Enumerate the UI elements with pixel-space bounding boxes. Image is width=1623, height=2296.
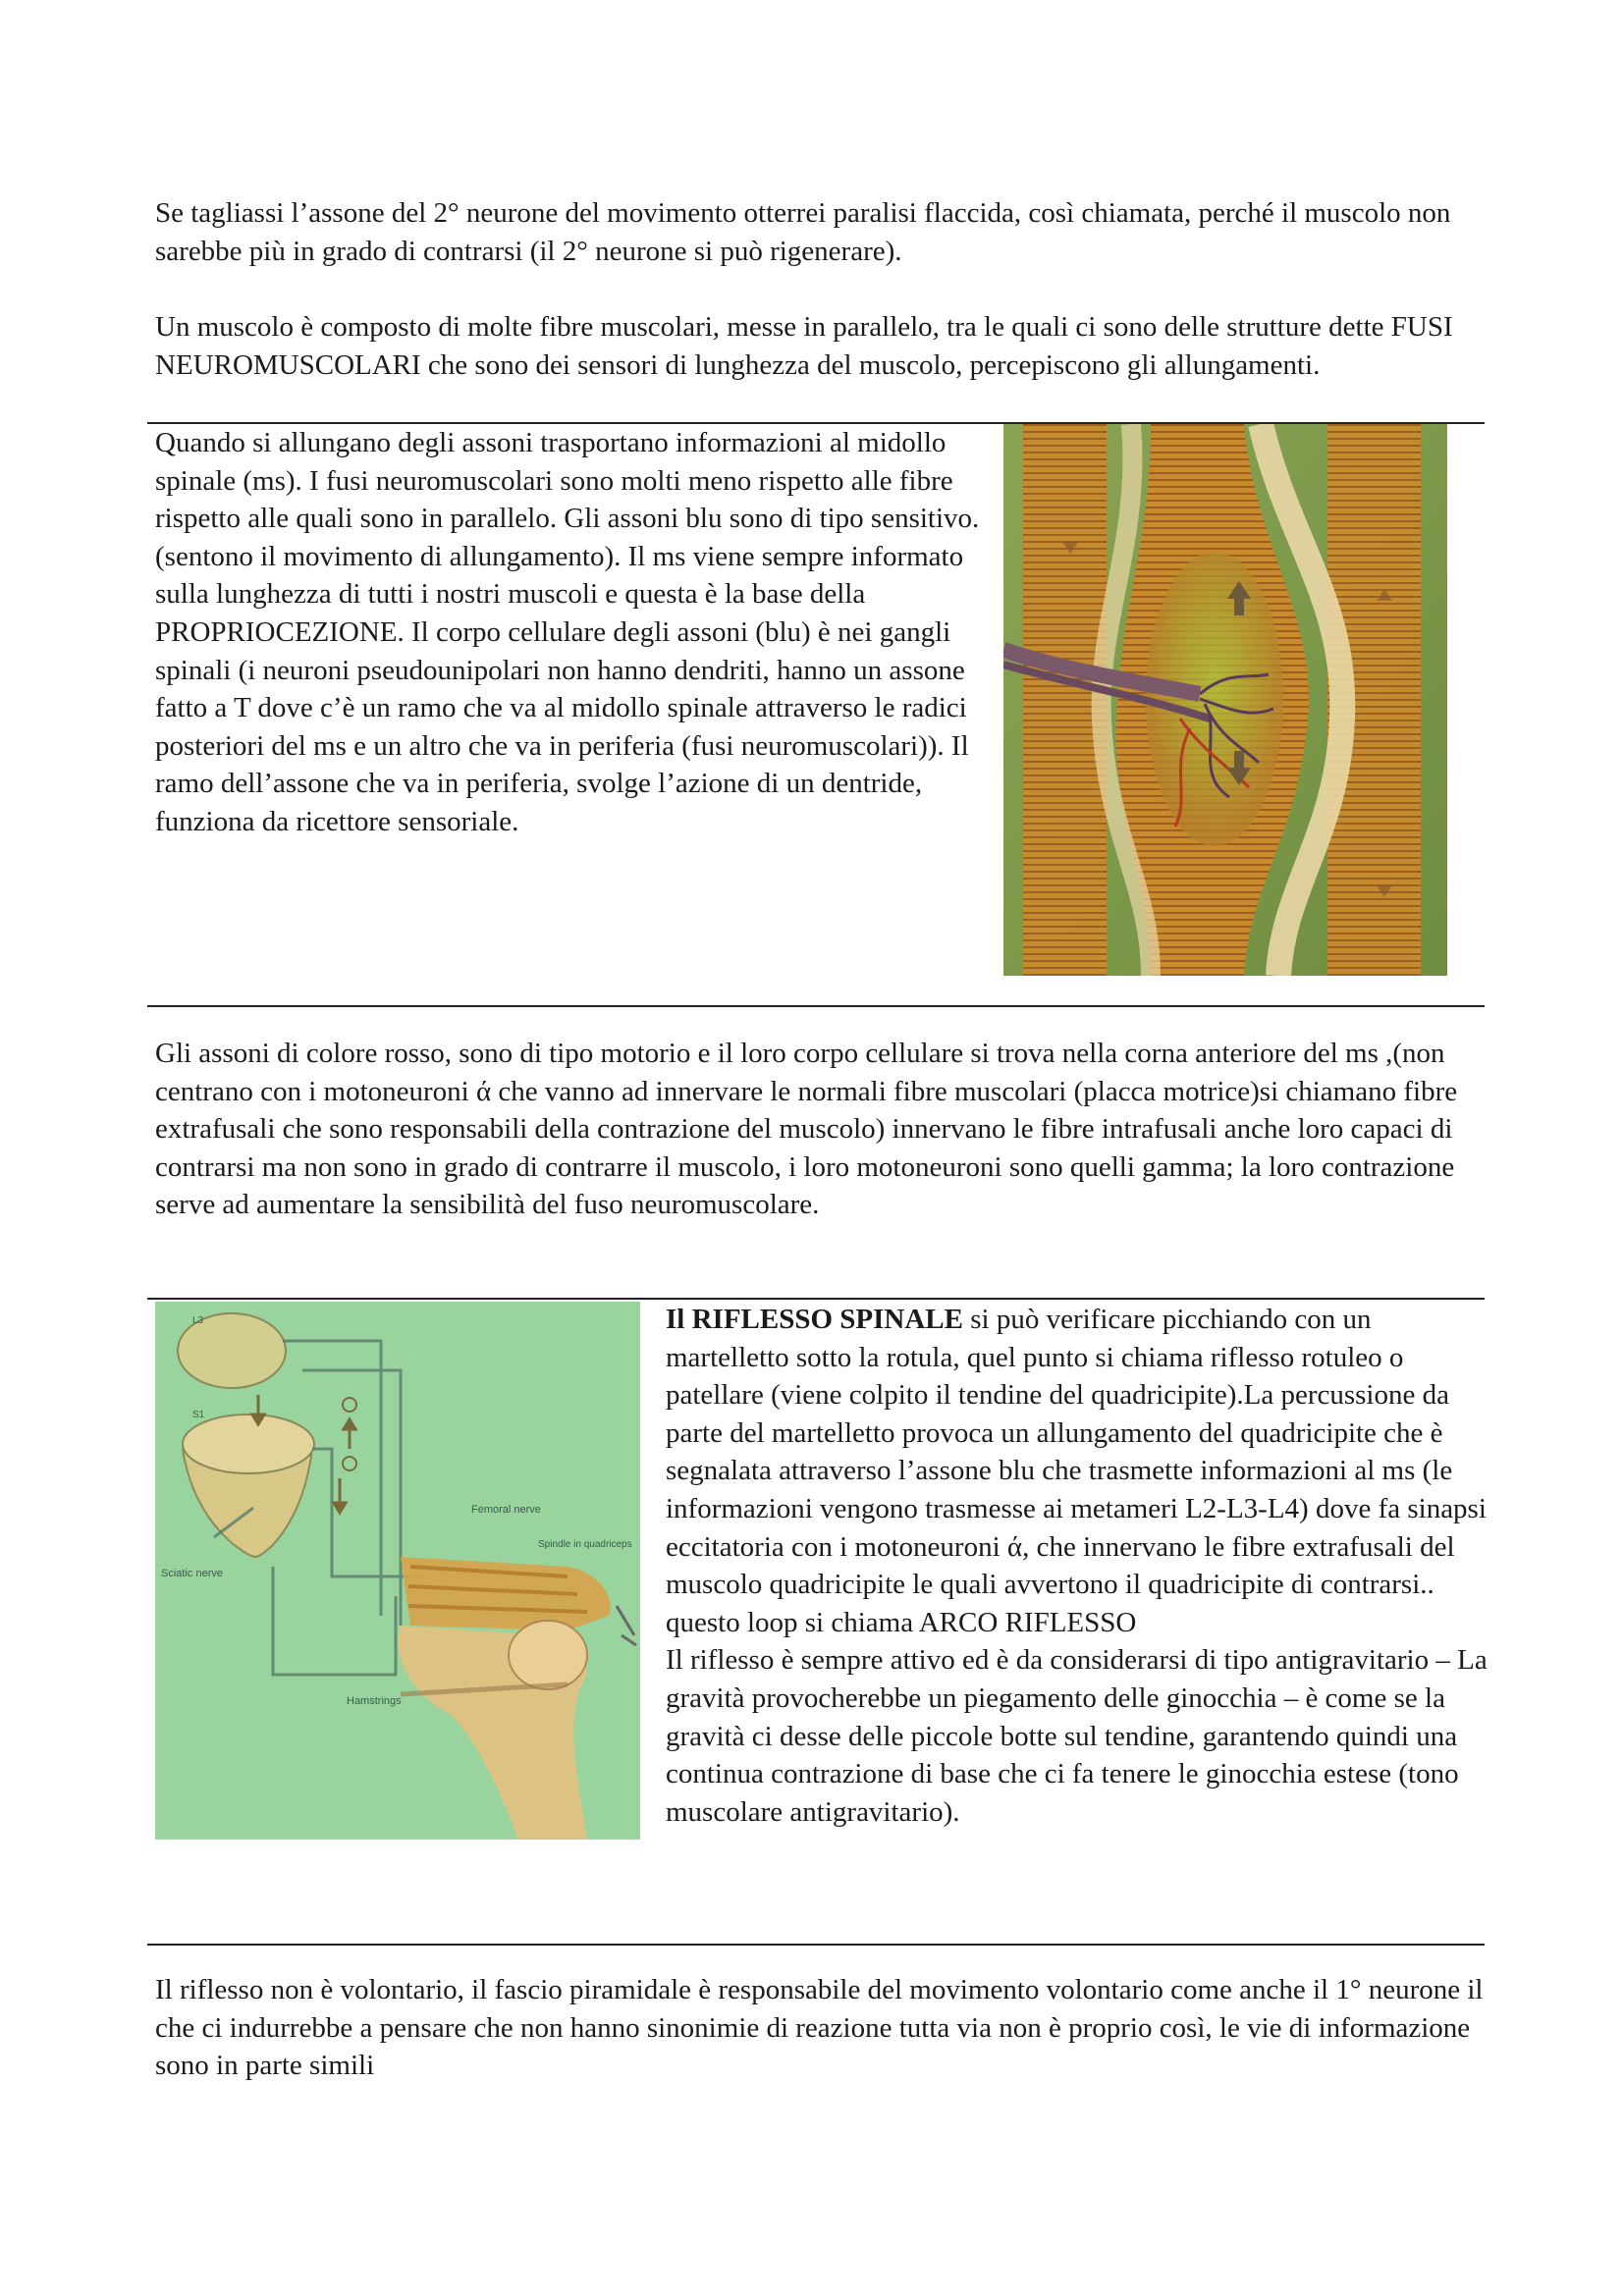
reflex-text: si può verificare picchiando con un martelletto sotto la rotula, quel punto si chiama riflesso rotuleo o patellare (viene colpito il tendine del quadricipite).La percussione da parte del martelletto provoca un allungamento del quadricipite che è segnalata attraverso l’assone blu che trasmette informazioni al ms (le informazioni vengono trasmesse ai metameri L2-L3-L4) dove fa sinapsi eccitatoria con i motoneuroni ά, che innervano le fibre extrafusali del muscolo quadricipite le quali avvertono il quadricipite di contrarsi.. questo loop si chiama ARCO RIFLESSO	[666, 1304, 1487, 1638]
paragraph-neuromuscular-spindles: Un muscolo è composto di molte fibre muscolari, messe in parallelo, tra le quali ci sono delle strutture dette FUSI NEUROMUSCOLARI che sono dei sensori di lunghezza del muscolo, percepiscono gli allungamenti.	[155, 311, 1453, 381]
table2-border-bottom	[147, 1944, 1485, 1946]
reflex-heading: Il RIFLESSO SPINALE	[666, 1304, 963, 1335]
diagram-label-l3: L3	[192, 1315, 204, 1326]
spindle-description: Quando si allungano degli assoni trasportano informazioni al midollo spinale (ms). I fusi neuromuscolari sono molti meno rispetto alle fibre rispetto alle quali sono in parallelo. Gli assoni blu sono di tipo sensitivo.(sentono il movimento di allungamento). Il ms viene sempre informato sulla lunghezza di tutti i nostri muscoli e questa è la base della PROPRIOCEZIONE. Il corpo cellulare degli assoni (blu) è nei gangli spinali (i neuroni pseudounipolari non hanno dendriti, hanno un assone fatto a T dove c’è un ramo che va al midollo spinale attraverso le radici posteriori del ms e un altro che va in periferia (fusi neuromuscolari)). Il ramo dell’assone che va in periferia, svolge l’azione di un dentride, funziona da ricettore sensoriale.	[155, 427, 980, 837]
reflex-description	[666, 1301, 1490, 1641]
muscle-spindle-photo	[1003, 424, 1447, 976]
diagram-label-s1: S1	[192, 1410, 205, 1420]
table-border-bottom	[147, 1005, 1485, 1007]
diagram-label-hamstrings: Hamstrings	[347, 1695, 402, 1707]
paragraph-flaccid-paralysis: Se tagliassi l’assone del 2° neurone del movimento otterrei paralisi flaccida, così chiamata, perché il muscolo non sarebbe più in grado di contrarsi (il 2° neurone si può rigenerare).	[155, 197, 1451, 267]
spinal-reflex-diagram	[155, 1302, 640, 1840]
table2-border-top	[147, 1298, 1485, 1300]
reflex-antigravity-text: Il riflesso è sempre attivo ed è da considerarsi di tipo antigravitario – La gravità provocherebbe un piegamento delle ginocchia – è come se la gravità ci desse delle piccole botte sul tendine, garantendo quindi una continua contrazione di base che ci fa tenere le ginocchia estese (tono muscolare antigravitario).	[666, 1644, 1488, 1828]
diagram-label-sciatic-nerve: Sciatic nerve	[161, 1568, 223, 1579]
paragraph-voluntary-movement: Il riflesso non è volontario, il fascio piramidale è responsabile del movimento volontario come anche il 1° neurone il che ci indurrebbe a pensare che non hanno sinonimie di reazione tutta via non è proprio così, le vie di informazione sono in parte simili	[155, 1974, 1484, 2081]
paragraph-motor-axons: Gli assoni di colore rosso, sono di tipo motorio e il loro corpo cellulare si trova nella corna anteriore del ms ,(non centrano con i motoneuroni ά che vanno ad innervare le normali fibre muscolari (placca motrice)si chiamano fibre extrafusali che sono responsabili della contrazione del muscolo) innervano le fibre intrafusali anche loro capaci di contrarsi ma non sono in grado di contrarre il muscolo, i loro motoneuroni sono quelli gamma; la loro contrazione serve ad aumentare la sensibilità del fuso neuromuscolare.	[155, 1038, 1458, 1220]
diagram-label-spindle: Spindle in quadriceps	[538, 1539, 632, 1550]
spindle-text-cell	[155, 424, 990, 841]
reflex-text-cell	[666, 1301, 1490, 1831]
diagram-label-femoral-nerve: Femoral nerve	[471, 1504, 541, 1516]
